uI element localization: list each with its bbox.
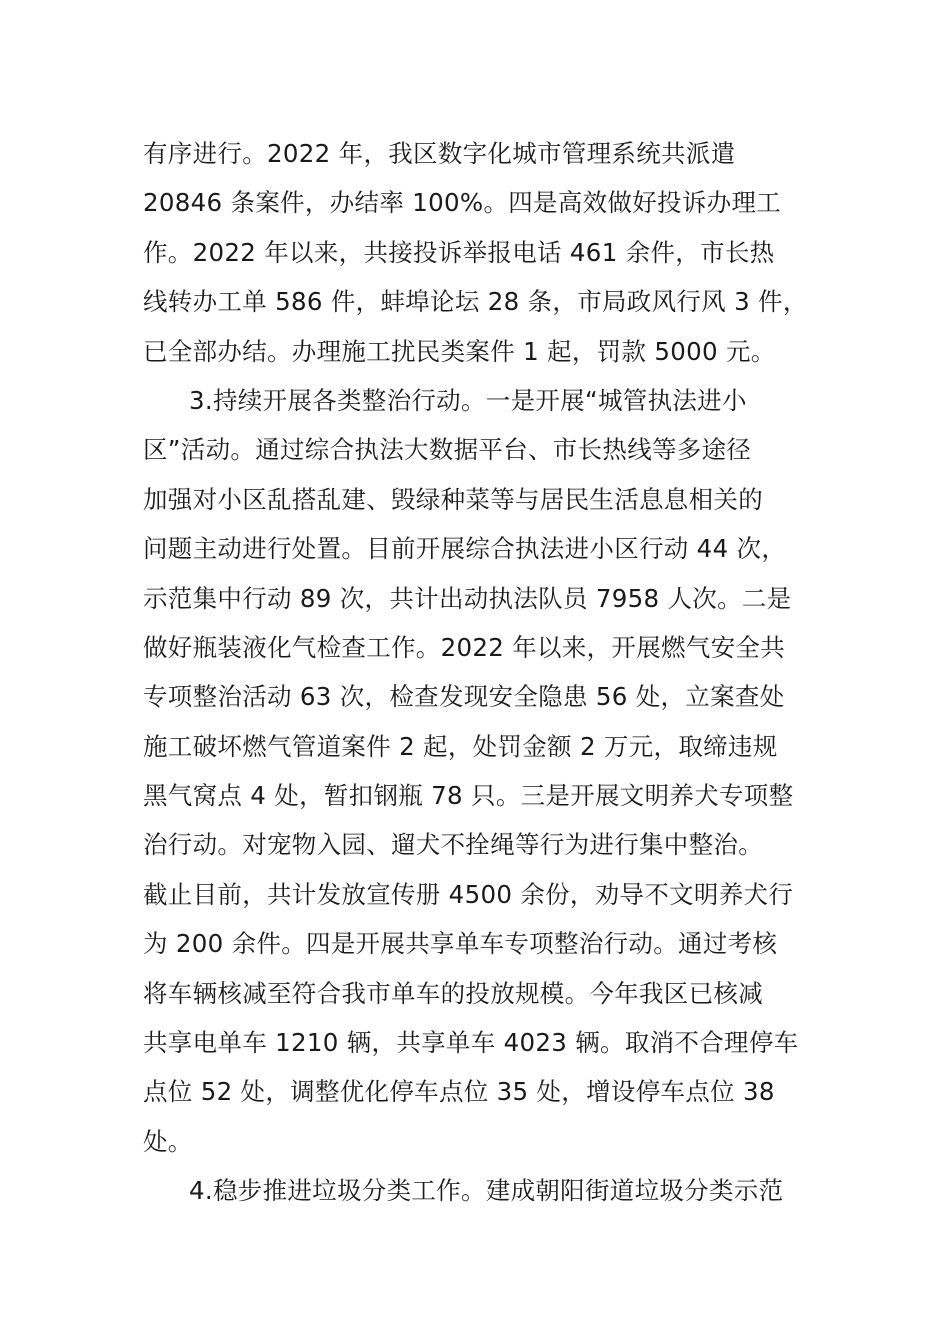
text-line: 做好瓶装液化气检查工作。2022 年以来，开展燃气安全共 [143, 632, 786, 662]
text-line: 施工破坏燃气管道案件 2 起，处罚金额 2 万元，取缔违规 [143, 731, 778, 761]
text-line: 作。2022 年以来，共接投诉举报电话 461 余件，市长热 [143, 237, 775, 267]
paragraph-start-line: 3.持续开展各类整治行动。一是开展“城管执法进小 [189, 385, 747, 415]
text-line: 为 200 余件。四是开展共享单车专项整治行动。通过考核 [143, 929, 778, 959]
text-line: 黑气窝点 4 处，暂扣钢瓶 78 只。三是开展文明养犬专项整 [143, 781, 794, 811]
text-line: 治行动。对宠物入园、遛犬不拴绳等行为进行集中整治。 [143, 830, 763, 860]
text-line: 线转办工单 586 件，蚌埠论坛 28 条，市局政风行风 3 件， [143, 287, 808, 317]
text-line: 20846 条案件，办结率 100%。四是高效做好投诉办理工 [143, 188, 782, 218]
document-body [143, 129, 813, 1216]
text-line: 问题主动进行处置。目前开展综合执法进小区行动 44 次， [143, 534, 787, 564]
text-line: 加强对小区乱搭乱建、毁绿种菜等与居民生活息息相关的 [143, 484, 763, 514]
text-line: 点位 52 处，调整优化停车点位 35 处，增设停车点位 38 [143, 1077, 775, 1107]
text-line: 已全部办结。办理施工扰民类案件 1 起，罚款 5000 元。 [143, 336, 776, 366]
text-line: 处。 [143, 1126, 193, 1156]
text-line: 将车辆核减至符合我市单车的投放规模。今年我区已核减 [143, 978, 763, 1008]
text-line: 区”活动。通过综合执法大数据平台、市长热线等多途径 [143, 435, 752, 465]
text-line: 截止目前，共计发放宣传册 4500 余份，劝导不文明养犬行 [143, 879, 794, 909]
text-line: 示范集中行动 89 次，共计出动执法队员 7958 人次。二是 [143, 583, 792, 613]
text-line: 专项整治活动 63 次，检查发现安全隐患 56 处，立案查处 [143, 682, 785, 712]
text-line: 共享电单车 1210 辆，共享单车 4023 辆。取消不合理停车 [143, 1028, 799, 1058]
paragraph-start-line: 4.稳步推进垃圾分类工作。建成朝阳街道垃圾分类示范 [189, 1176, 784, 1206]
text-line: 有序进行。2022 年，我区数字化城市管理系统共派遣 [143, 139, 736, 168]
